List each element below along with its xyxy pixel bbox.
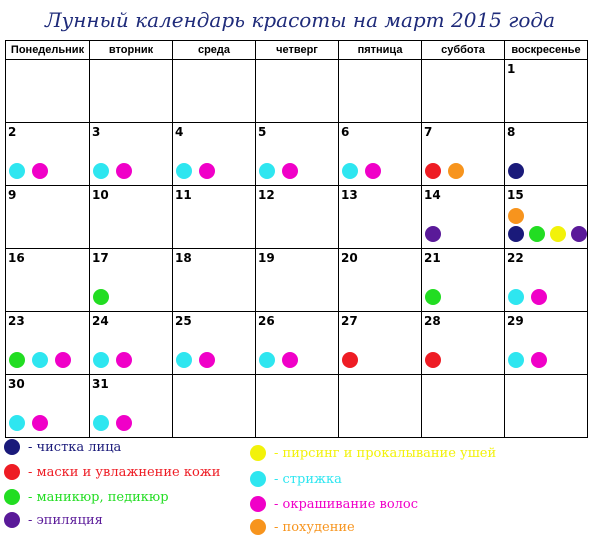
legend-label: - эпиляция xyxy=(28,512,103,528)
calendar-week-row xyxy=(6,60,588,123)
day-cell xyxy=(339,312,422,375)
haircut-marker-dot xyxy=(93,163,109,179)
day-number: 26 xyxy=(258,314,275,328)
day-number: 25 xyxy=(175,314,192,328)
day-number: 9 xyxy=(8,188,17,202)
day-cell xyxy=(339,123,422,186)
day-number: 19 xyxy=(258,251,275,265)
day-cell xyxy=(505,249,588,312)
haircut-marker-dot xyxy=(176,352,192,368)
legend-item-coloring xyxy=(250,496,418,512)
day-cell xyxy=(422,312,505,375)
legend-item-piercing xyxy=(250,445,496,461)
marker-group xyxy=(93,415,139,431)
masks-marker-dot xyxy=(425,163,441,179)
marker-group xyxy=(9,415,55,431)
masks-legend-dot xyxy=(4,464,20,480)
legend-label: - чистка лица xyxy=(28,439,122,455)
day-number: 5 xyxy=(258,125,267,139)
legend-item-slimming xyxy=(250,519,355,535)
manicure-marker-dot xyxy=(9,352,25,368)
day-cell xyxy=(6,123,90,186)
day-cell xyxy=(422,249,505,312)
day-cell xyxy=(173,375,256,438)
haircut-marker-dot xyxy=(508,352,524,368)
day-cell xyxy=(505,123,588,186)
day-number: 18 xyxy=(175,251,192,265)
legend-item-manicure xyxy=(4,489,169,505)
weekday-header-row xyxy=(6,41,588,60)
legend-label: - окрашивание волос xyxy=(274,496,419,512)
day-number: 21 xyxy=(424,251,441,265)
manicure-marker-dot xyxy=(425,289,441,305)
calendar-week-row xyxy=(6,249,588,312)
coloring-marker-dot xyxy=(199,163,215,179)
haircut-marker-dot xyxy=(93,352,109,368)
page-title: Лунный календарь красоты на март 2015 года xyxy=(44,8,556,32)
coloring-marker-dot xyxy=(116,352,132,368)
day-cell xyxy=(90,312,173,375)
day-cell xyxy=(173,249,256,312)
day-number: 22 xyxy=(507,251,524,265)
day-number: 27 xyxy=(341,314,358,328)
slimming-legend-dot xyxy=(250,519,266,535)
manicure-legend-dot xyxy=(4,489,20,505)
day-cell xyxy=(90,249,173,312)
piercing-legend-dot xyxy=(250,445,266,461)
coloring-marker-dot xyxy=(531,289,547,305)
day-cell xyxy=(339,186,422,249)
marker-group xyxy=(93,163,139,179)
marker-group xyxy=(259,352,305,368)
day-cell xyxy=(505,312,588,375)
calendar-week-row xyxy=(6,123,588,186)
day-number: 28 xyxy=(424,314,441,328)
coloring-marker-dot xyxy=(282,352,298,368)
day-number: 3 xyxy=(92,125,101,139)
marker-group xyxy=(425,289,448,305)
legend-label: - стрижка xyxy=(274,471,342,487)
day-cell xyxy=(90,375,173,438)
calendar-week-row xyxy=(6,312,588,375)
day-number: 24 xyxy=(92,314,109,328)
day-cell xyxy=(6,249,90,312)
legend-item-masks xyxy=(4,464,220,480)
calendar-grid xyxy=(5,40,588,438)
haircut-marker-dot xyxy=(93,415,109,431)
day-number: 17 xyxy=(92,251,109,265)
day-cell xyxy=(505,375,588,438)
day-cell xyxy=(422,375,505,438)
day-cell xyxy=(90,186,173,249)
day-cell xyxy=(90,60,173,123)
weekday-header: вторник xyxy=(90,41,173,60)
haircut-marker-dot xyxy=(9,163,25,179)
day-cell xyxy=(422,60,505,123)
haircut-marker-dot xyxy=(259,352,275,368)
coloring-marker-dot xyxy=(32,415,48,431)
weekday-header: Понедельник xyxy=(6,41,90,60)
haircut-marker-dot xyxy=(508,289,524,305)
marker-group xyxy=(508,163,531,179)
day-number: 8 xyxy=(507,125,516,139)
weekday-header: четверг xyxy=(256,41,339,60)
day-cell xyxy=(173,123,256,186)
calendar-week-row xyxy=(6,375,588,438)
masks-marker-dot xyxy=(425,352,441,368)
day-number: 31 xyxy=(92,377,109,391)
face-legend-dot xyxy=(4,439,20,455)
day-cell xyxy=(6,60,90,123)
coloring-marker-dot xyxy=(199,352,215,368)
haircut-marker-dot xyxy=(9,415,25,431)
day-cell xyxy=(505,186,588,249)
marker-group xyxy=(342,352,365,368)
day-cell xyxy=(256,60,339,123)
day-cell xyxy=(339,249,422,312)
day-number: 2 xyxy=(8,125,17,139)
day-number: 29 xyxy=(507,314,524,328)
manicure-marker-dot xyxy=(93,289,109,305)
coloring-marker-dot xyxy=(116,163,132,179)
day-number: 20 xyxy=(341,251,358,265)
day-number: 1 xyxy=(507,62,516,76)
marker-group xyxy=(508,226,592,242)
day-cell xyxy=(256,249,339,312)
day-number: 10 xyxy=(92,188,109,202)
day-cell xyxy=(173,312,256,375)
day-number: 15 xyxy=(507,188,524,202)
day-cell xyxy=(173,186,256,249)
weekday-header: среда xyxy=(173,41,256,60)
day-number: 4 xyxy=(175,125,184,139)
day-number: 13 xyxy=(341,188,358,202)
legend-label: - похудение xyxy=(274,519,355,535)
legend-item-haircut xyxy=(250,471,342,487)
day-cell xyxy=(339,60,422,123)
marker-group xyxy=(425,163,471,179)
haircut-marker-dot xyxy=(342,163,358,179)
day-cell xyxy=(339,375,422,438)
calendar-week-row xyxy=(6,186,588,249)
day-cell xyxy=(6,186,90,249)
face-marker-dot xyxy=(508,226,524,242)
day-cell xyxy=(173,60,256,123)
marker-group xyxy=(93,289,116,305)
legend-item-epilation xyxy=(4,512,103,528)
marker-group xyxy=(9,163,55,179)
face-marker-dot xyxy=(508,163,524,179)
marker-group xyxy=(342,163,388,179)
coloring-legend-dot xyxy=(250,496,266,512)
day-cell xyxy=(256,186,339,249)
haircut-marker-dot xyxy=(176,163,192,179)
marker-group xyxy=(176,352,222,368)
marker-group xyxy=(425,226,448,242)
epilation-legend-dot xyxy=(4,512,20,528)
day-cell xyxy=(6,312,90,375)
coloring-marker-dot xyxy=(365,163,381,179)
coloring-marker-dot xyxy=(55,352,71,368)
manicure-marker-dot xyxy=(529,226,545,242)
haircut-marker-dot xyxy=(32,352,48,368)
day-cell xyxy=(256,123,339,186)
coloring-marker-dot xyxy=(116,415,132,431)
day-number: 11 xyxy=(175,188,192,202)
piercing-marker-dot xyxy=(550,226,566,242)
slimming-marker-dot xyxy=(448,163,464,179)
marker-group xyxy=(9,352,78,368)
legend-label: - маски и увлажнение кожи xyxy=(28,464,221,480)
day-cell xyxy=(6,375,90,438)
day-number: 7 xyxy=(424,125,433,139)
marker-group xyxy=(259,163,305,179)
marker-group xyxy=(508,352,554,368)
day-number: 14 xyxy=(424,188,441,202)
day-cell xyxy=(505,60,588,123)
legend-label: - маникюр, педикюр xyxy=(28,489,169,505)
epilation-marker-dot xyxy=(571,226,587,242)
weekday-header: воскресенье xyxy=(505,41,588,60)
masks-marker-dot xyxy=(342,352,358,368)
haircut-marker-dot xyxy=(259,163,275,179)
marker-group xyxy=(176,163,222,179)
legend-item-face xyxy=(4,439,121,455)
day-cell xyxy=(90,123,173,186)
coloring-marker-dot xyxy=(32,163,48,179)
day-number: 23 xyxy=(8,314,25,328)
haircut-legend-dot xyxy=(250,471,266,487)
slimming-marker-dot xyxy=(508,208,524,224)
day-cell xyxy=(256,312,339,375)
legend-label: - пирсинг и прокалывание ушей xyxy=(274,445,497,461)
marker-group xyxy=(508,289,554,305)
weekday-header: суббота xyxy=(422,41,505,60)
day-number: 12 xyxy=(258,188,275,202)
day-cell xyxy=(422,123,505,186)
epilation-marker-dot xyxy=(425,226,441,242)
day-number: 30 xyxy=(8,377,25,391)
day-number: 16 xyxy=(8,251,25,265)
day-cell xyxy=(422,186,505,249)
marker-group xyxy=(93,352,139,368)
day-number: 6 xyxy=(341,125,350,139)
weekday-header: пятница xyxy=(339,41,422,60)
day-cell xyxy=(256,375,339,438)
coloring-marker-dot xyxy=(531,352,547,368)
marker-group xyxy=(425,352,448,368)
coloring-marker-dot xyxy=(282,163,298,179)
